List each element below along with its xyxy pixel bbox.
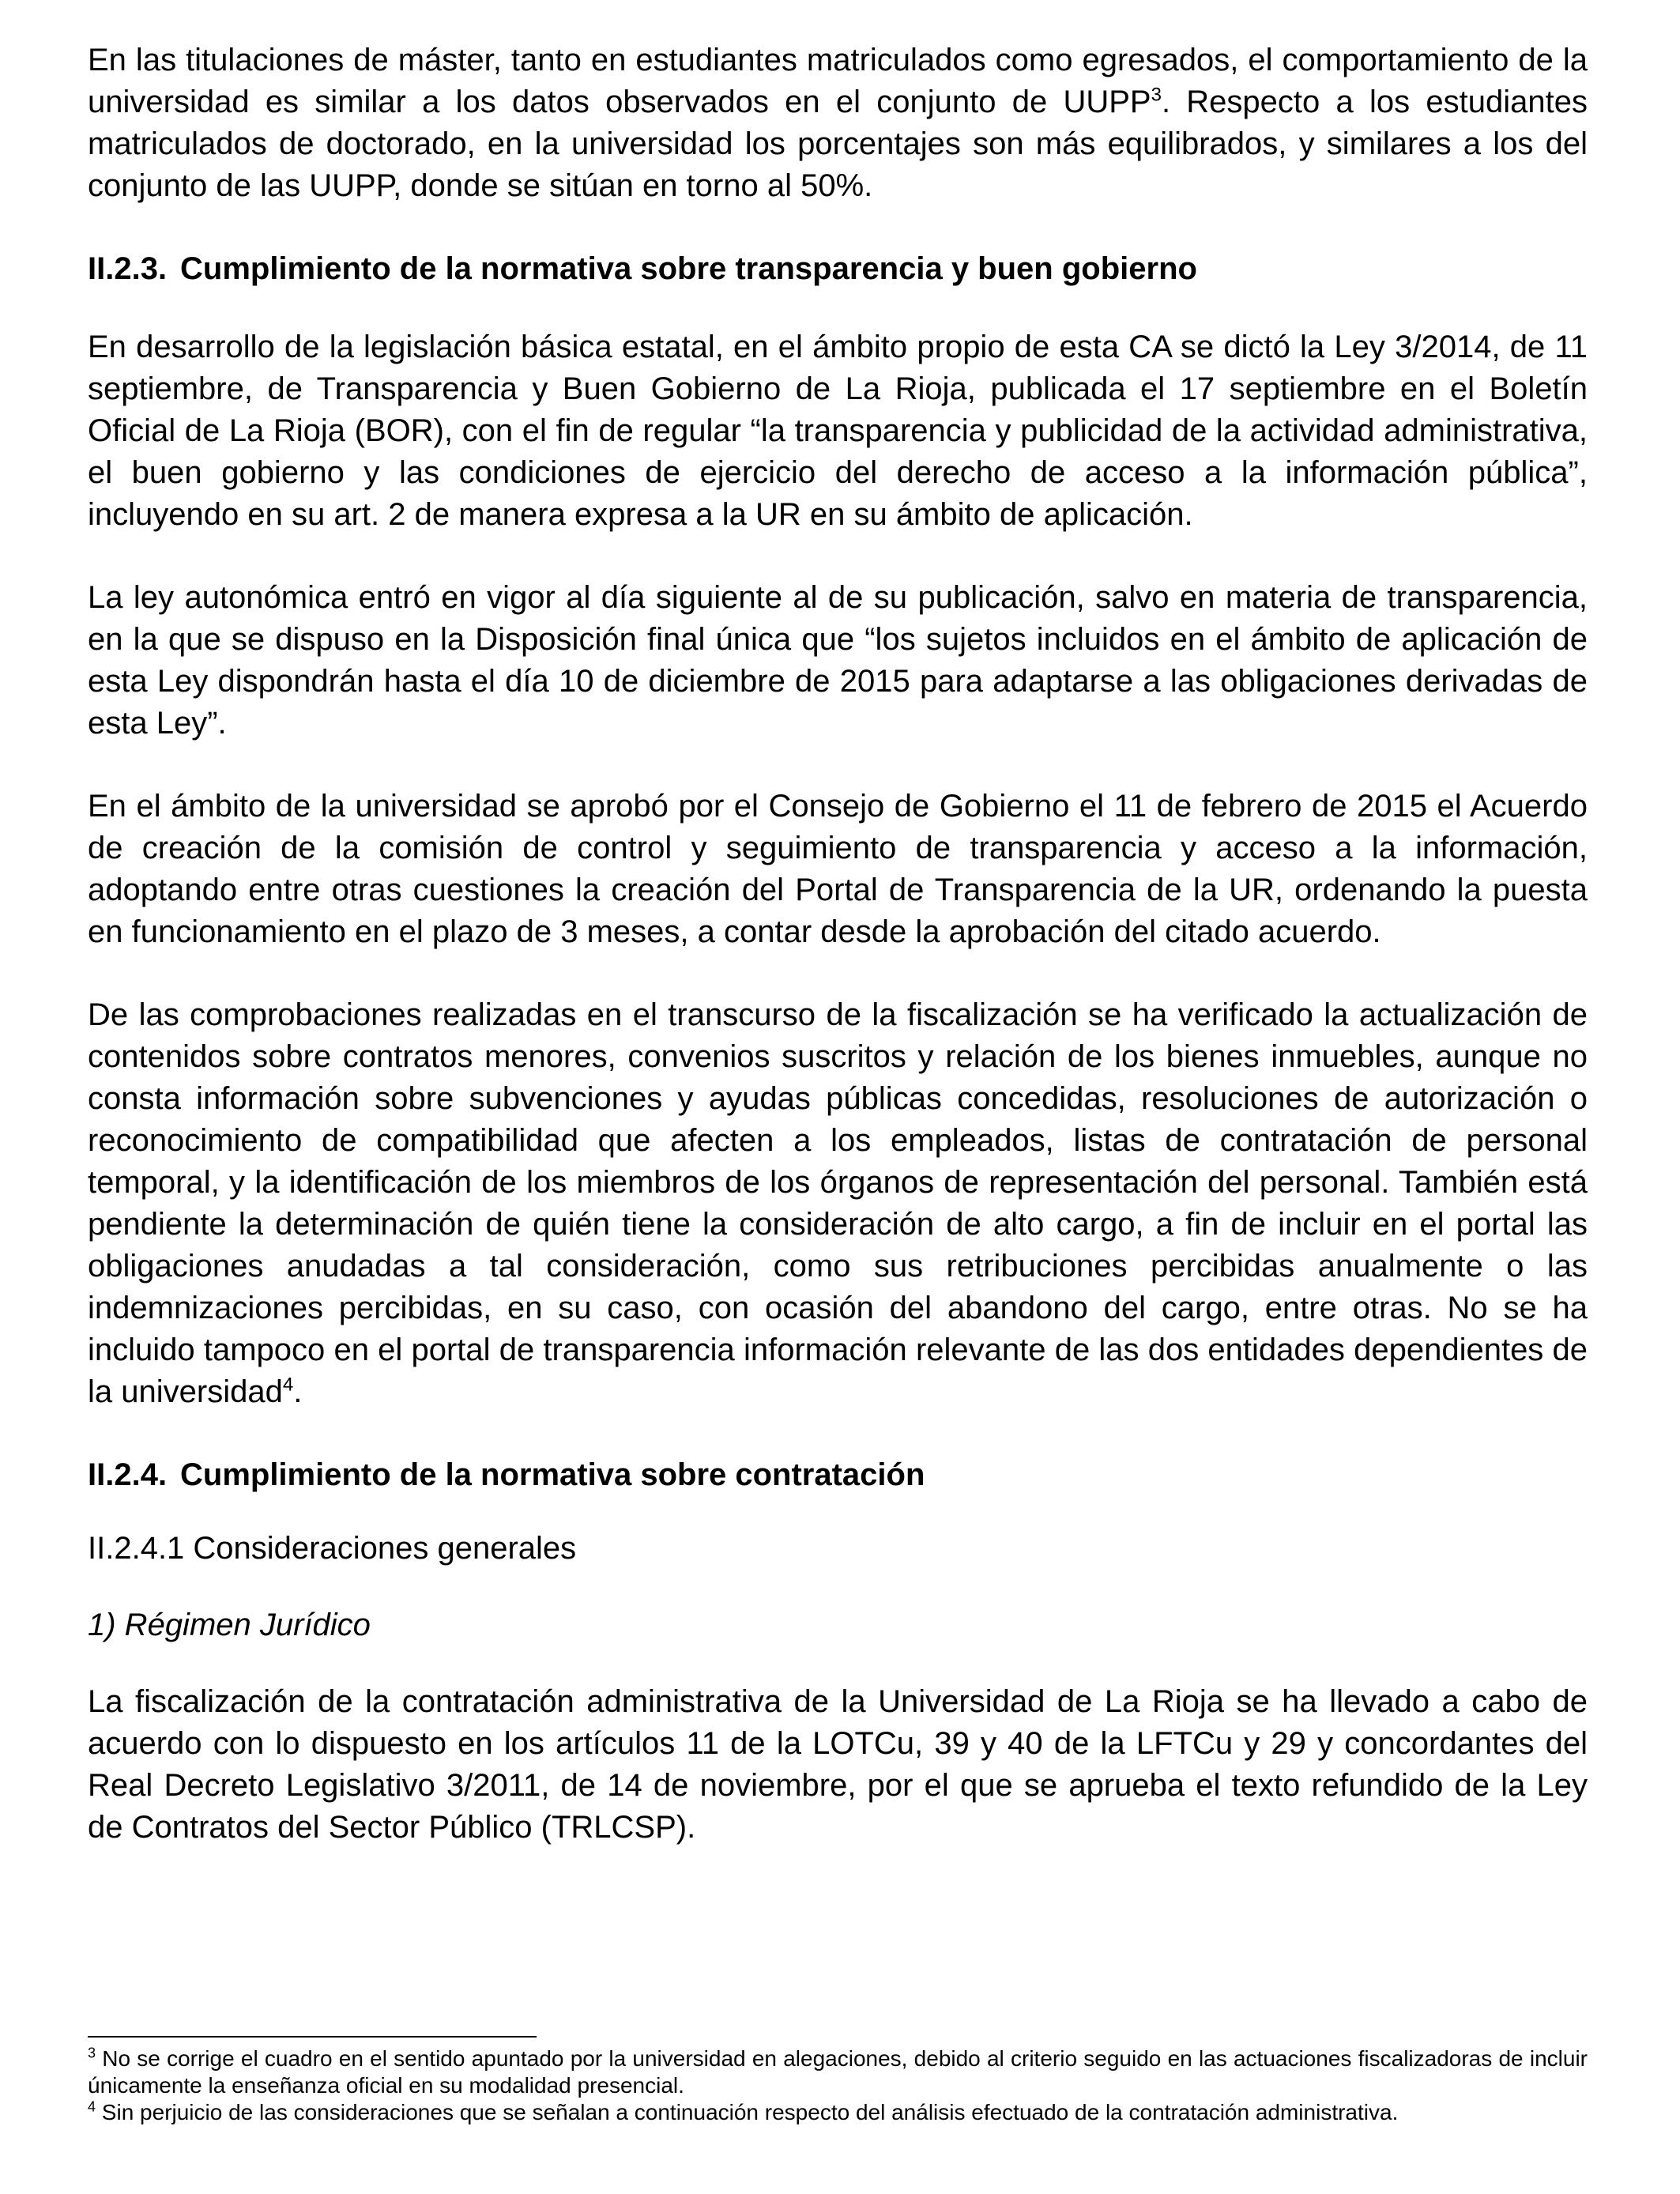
section-title: Cumplimiento de la normativa sobre contratación	[180, 1457, 925, 1492]
paragraph-entrada-en-vigor: La ley autonómica entró en vigor al día siguiente al de su publicación, salvo en materia de transparencia, en la que se dispuso en la Disposición final única que “los sujetos incluidos en el ámbito de aplicación de esta Ley dispondrán hasta el día 10 de diciembre de 2015 para adaptarse a las obligaciones derivadas de esta Ley”.	[88, 580, 1588, 741]
paragraph-consejo-de-gobierno: En el ámbito de la universidad se aprobó por el Consejo de Gobierno el 11 de febrero de 2015 el Acuerdo de creación de la comisión de control y seguimiento de transparencia y acceso a la información, adoptando entre otras cuestiones la creación del Portal de Transparencia de la UR, ordenando la puesta en funcionamiento en el plazo de 3 meses, a contar desde la aprobación del citado acuerdo.	[88, 789, 1588, 949]
section-title: Cumplimiento de la normativa sobre transparencia y buen gobierno	[180, 251, 1197, 286]
subsection-italic-heading: 1) Régimen Jurídico	[88, 1608, 371, 1642]
subsection-heading: II.2.4.1 Consideraciones generales	[88, 1531, 577, 1566]
footnote-ref-3[interactable]: 3	[1151, 84, 1162, 106]
section-number: II.2.3.	[88, 251, 168, 286]
footnotes	[88, 2045, 1588, 2126]
paragraph-master-degrees: En las titulaciones de máster, tanto en estudiantes matriculados como egresados, el comportamiento de la universidad es similar a los datos observados en el conjunto de UUPP$^3$. Respecto a los estudiantes matriculados de doctorado, en la universidad los porcentajes son más equilibrados, y similares a los del conjunto de las UUPP, donde se sitúan en torno al 50%.	[88, 43, 1588, 203]
footnote-3: $^3$ No se corrige el cuadro en el sentido apuntado por la universidad en alegaciones, debido al criterio seguido en las actuaciones fiscalizadoras de incluir únicamente la enseñanza oficial en su modalidad presencial.	[88, 2045, 1588, 2098]
paragraph-comprobaciones: De las comprobaciones realizadas en el transcurso de la fiscalización se ha verificado la actualización de contenidos sobre contratos menores, convenios suscritos y relación de los bienes inmuebles, aunque no consta información sobre subvenciones y ayudas públicas concedidas, resoluciones de autorización o reconocimiento de compatibilidad que afecten a los empleados, listas de contratación de personal temporal, y la identificación de los miembros de los órganos de representación del personal. También está pendiente la determinación de quién tiene la consideración de alto cargo, a fin de incluir en el portal las obligaciones anudadas a tal consideración, como sus retribuciones percibidas anualmente o las indemnizaciones percibidas, en su caso, con ocasión del abandono del cargo, entre otras. No se ha incluido tampoco en el portal de transparencia información relevante de las dos entidades dependientes de la universidad$^4$.	[88, 997, 1588, 1409]
section-number: II.2.4.	[88, 1457, 168, 1492]
footnote-ref-4[interactable]: 4	[282, 1374, 294, 1396]
footnote-separator	[88, 2036, 537, 2038]
paragraph-ley-3-2014: En desarrollo de la legislación básica estatal, en el ámbito propio de esta CA se dictó la Ley 3/2014, de 11 septiembre, de Transparencia y Buen Gobierno de La Rioja, publicada el 17 septiembre en el Boletín Oficial de La Rioja (BOR), con el fin de regular “la transparencia y publicidad de la actividad administrativa, el buen gobierno y las condiciones de ejercicio del derecho de acceso a la información pública”, incluyendo en su art. 2 de manera expresa a la UR en su ámbito de aplicación.	[88, 330, 1588, 532]
paragraph-fiscalizacion-contratacion: La fiscalización de la contratación administrativa de la Universidad de La Rioja se ha llevado a cabo de acuerdo con lo dispuesto en los artículos 11 de la LOTCu, 39 y 40 de la LFTCu y 29 y concordantes del Real Decreto Legislativo 3/2011, de 14 de noviembre, por el que se aprueba el texto refundido de la Ley de Contratos del Sector Público (TRLCSP).	[88, 1684, 1588, 1845]
section-heading-contratacion	[88, 1454, 1588, 1496]
footnote-4: $^4$ Sin perjuicio de las consideraciones que se señalan a continuación respecto del análisis efectuado de la contratación administrativa.	[88, 2098, 1399, 2124]
section-heading-transparency	[88, 248, 1588, 290]
body-text	[88, 40, 1588, 1890]
